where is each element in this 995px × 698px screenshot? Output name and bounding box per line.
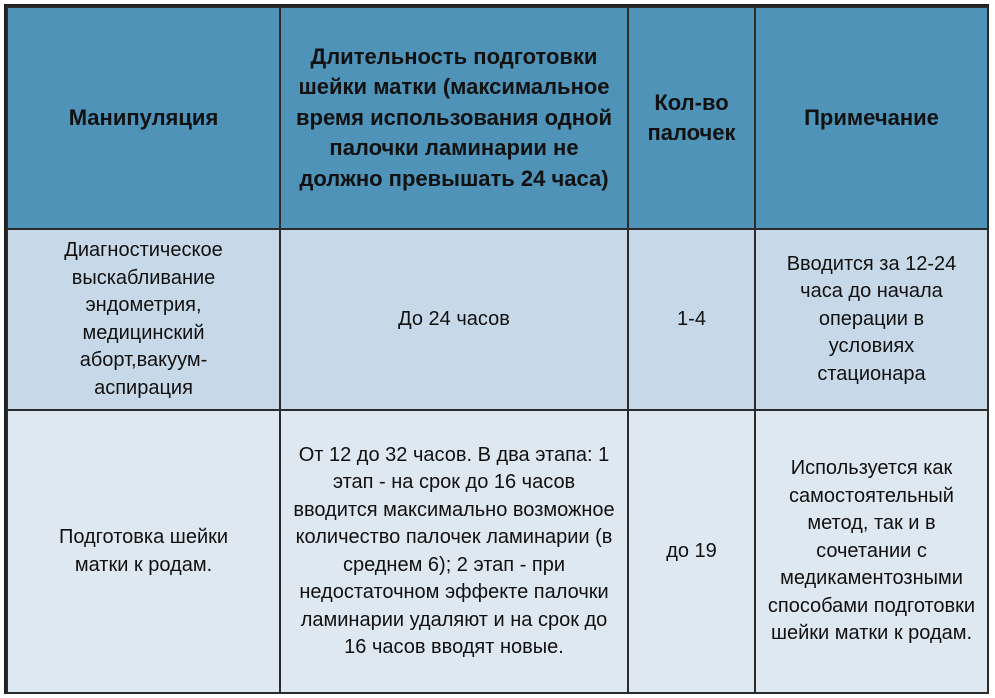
laminaria-table-container xyxy=(4,4,989,694)
table-header-row xyxy=(7,7,988,229)
cell-duration: До 24 часов xyxy=(280,229,628,410)
cell-duration: От 12 до 32 часов. В два этапа: 1 этап - на срок до 16 часов вводится максимально возможное количество палочек ламинарии (в среднем 6); 2 этап - при недостаточном эффекте палочки ламинарии удаляют и на срок до 16 часов вводят новые. xyxy=(280,410,628,693)
header-note: Примечание xyxy=(755,7,988,229)
cell-manipulation: Подготовка шейки матки к родам. xyxy=(7,410,280,693)
cell-note: Используется как самостоятельный метод, так и в сочетании с медикаментозными способами подготовки шейки матки к родам. xyxy=(755,410,988,693)
table-row xyxy=(7,410,988,693)
table-row xyxy=(7,229,988,410)
cell-note: Вводится за 12-24 часа до начала операции в условиях стационара xyxy=(755,229,988,410)
header-manipulation: Манипуляция xyxy=(7,7,280,229)
header-count: Кол-во палочек xyxy=(628,7,755,229)
cell-manipulation: Диагностическое выскабливание эндометрия, медицинский аборт,вакуум-аспирация xyxy=(7,229,280,410)
header-duration: Длительность подготовки шейки матки (максимальное время использования одной палочки ламинарии не должно превышать 24 часа) xyxy=(280,7,628,229)
cell-count: 1-4 xyxy=(628,229,755,410)
cell-count: до 19 xyxy=(628,410,755,693)
laminaria-table xyxy=(6,6,989,694)
